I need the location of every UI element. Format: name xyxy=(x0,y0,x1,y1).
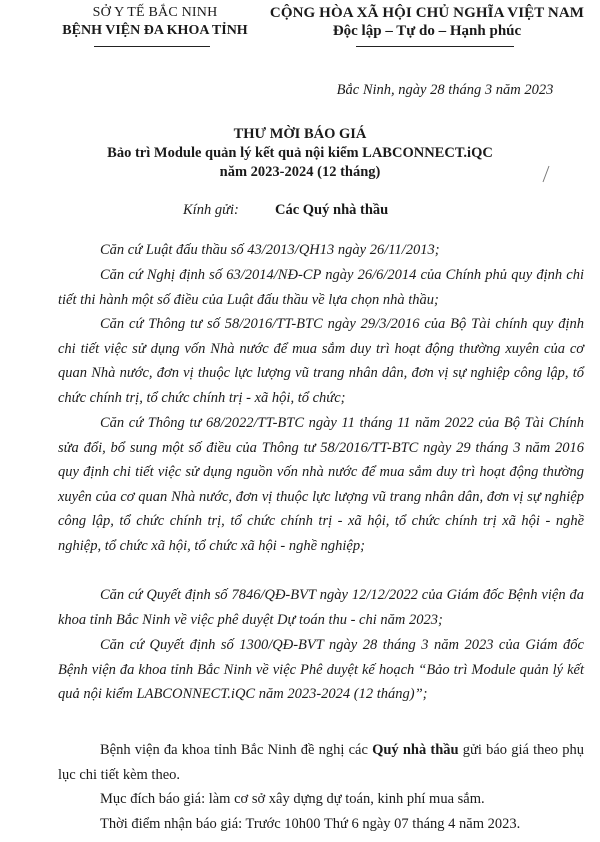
legal-basis-text: Căn cứ Luật đấu thầu số 43/2013/QH13 ngày 26/11/2013; xyxy=(100,242,440,258)
pen-mark xyxy=(540,165,552,183)
legal-basis-4 xyxy=(58,411,584,559)
nation-line-1: CỘNG HÒA XÃ HỘI CHỦ NGHĨA VIỆT NAM xyxy=(269,5,585,21)
document-title: THƯ MỜI BÁO GIÁ xyxy=(233,126,367,142)
legal-basis-text: Căn cứ Quyết định số 7846/QĐ-BVT ngày 12/12/2022 của Giám đốc Bệnh viện đa khoa tỉnh Bắc Ninh về việc phê duyệt Dự toán thu - chi năm 2023; xyxy=(58,587,584,628)
org-line-1: SỞ Y TẾ BẮC NINH xyxy=(92,5,218,20)
greeting-recipient: Các Quý nhà thầu xyxy=(275,202,389,218)
motto-underline xyxy=(356,46,514,47)
legal-basis-5 xyxy=(58,583,584,632)
quotation-request xyxy=(58,738,584,787)
issuing-organization xyxy=(30,4,280,40)
nation-line-2: Độc lập – Tự do – Hạnh phúc xyxy=(332,23,522,39)
legal-basis-text: Căn cứ Thông tư 68/2022/TT-BTC ngày 11 tháng 11 năm 2022 của Bộ Tài Chính sửa đổi, bổ sung một số điều của Thông tư 58/2016/TT-BTC ngày 29 tháng 3 năm 2016 quy định chi tiết việc sử dụng nguồn vốn nhà nước để mua sắm duy trì hoạt động thường xuyên của cơ quan Nhà nước, đơn vị thuộc lực lượng vũ trang nhân dân, đơn vị sự nghiệp công lập, tổ chức chính trị, tổ chức chính trị - xã hội, tổ chức chính trị xã hội - nghề nghiệp, tổ chức xã hội, tổ chức xã hội - nghề nghiệp; xyxy=(58,415,584,554)
national-motto xyxy=(262,4,592,40)
legal-basis-text: Căn cứ Nghị định số 63/2014/NĐ-CP ngày 26/6/2014 của Chính phủ quy định chi tiết thi hành một số điều của Luật đấu thầu về lựa chọn nhà thầu; xyxy=(58,267,584,308)
document-subject: Bảo trì Module quản lý kết quả nội kiểm LABCONNECT.iQC xyxy=(107,145,493,161)
deadline-text: Thời điểm nhận báo giá: Trước 10h00 Thứ 6 ngày 07 tháng 4 năm 2023. xyxy=(100,816,521,832)
quotation-purpose xyxy=(58,787,584,812)
greeting-label: Kính gửi: xyxy=(183,202,239,218)
purpose-text: Mục đích báo giá: làm cơ sở xây dựng dự toán, kinh phí mua sắm. xyxy=(100,791,485,807)
legal-basis-text: Căn cứ Thông tư số 58/2016/TT-BTC ngày 29/3/2016 của Bộ Tài chính quy định chi tiết việc sử dụng vốn Nhà nước để mua sắm duy trì hoạt động thường xuyên của cơ quan Nhà nước, đơn vị thuộc lực lượng vũ trang nhân dân, đơn vị sự nghiệp công lập, tổ chức chính trị, tổ chức chính trị - xã hội, tổ chức; xyxy=(58,316,584,406)
request-before: Bệnh viện đa khoa tỉnh Bắc Ninh đề nghị các xyxy=(100,742,373,758)
quotation-request-text xyxy=(58,738,584,787)
request-after: gửi báo giá theo phụ lục chi tiết kèm theo. xyxy=(58,742,584,783)
legal-basis-text: Căn cứ Quyết định số 1300/QĐ-BVT ngày 28 tháng 3 năm 2023 của Giám đốc Bệnh viện đa khoa tỉnh Bắc Ninh về việc Phê duyệt kế hoạch “Bảo trì Module quản lý kết quả nội kiểm LABCONNECT.iQC năm 2023-2024 (12 tháng)”; xyxy=(58,637,584,703)
document-date: Bắc Ninh, ngày 28 tháng 3 năm 2023 xyxy=(336,82,554,98)
org-underline xyxy=(94,46,210,47)
org-line-2: BỆNH VIỆN ĐA KHOA TỈNH xyxy=(62,23,248,38)
document-subject-period: năm 2023-2024 (12 tháng) xyxy=(219,164,381,180)
legal-basis-3 xyxy=(58,312,584,410)
legal-basis-6 xyxy=(58,633,584,707)
legal-basis-2 xyxy=(58,263,584,312)
request-recipient: Quý nhà thầu xyxy=(372,742,459,758)
legal-basis-1 xyxy=(58,238,584,263)
quotation-deadline xyxy=(58,812,584,837)
